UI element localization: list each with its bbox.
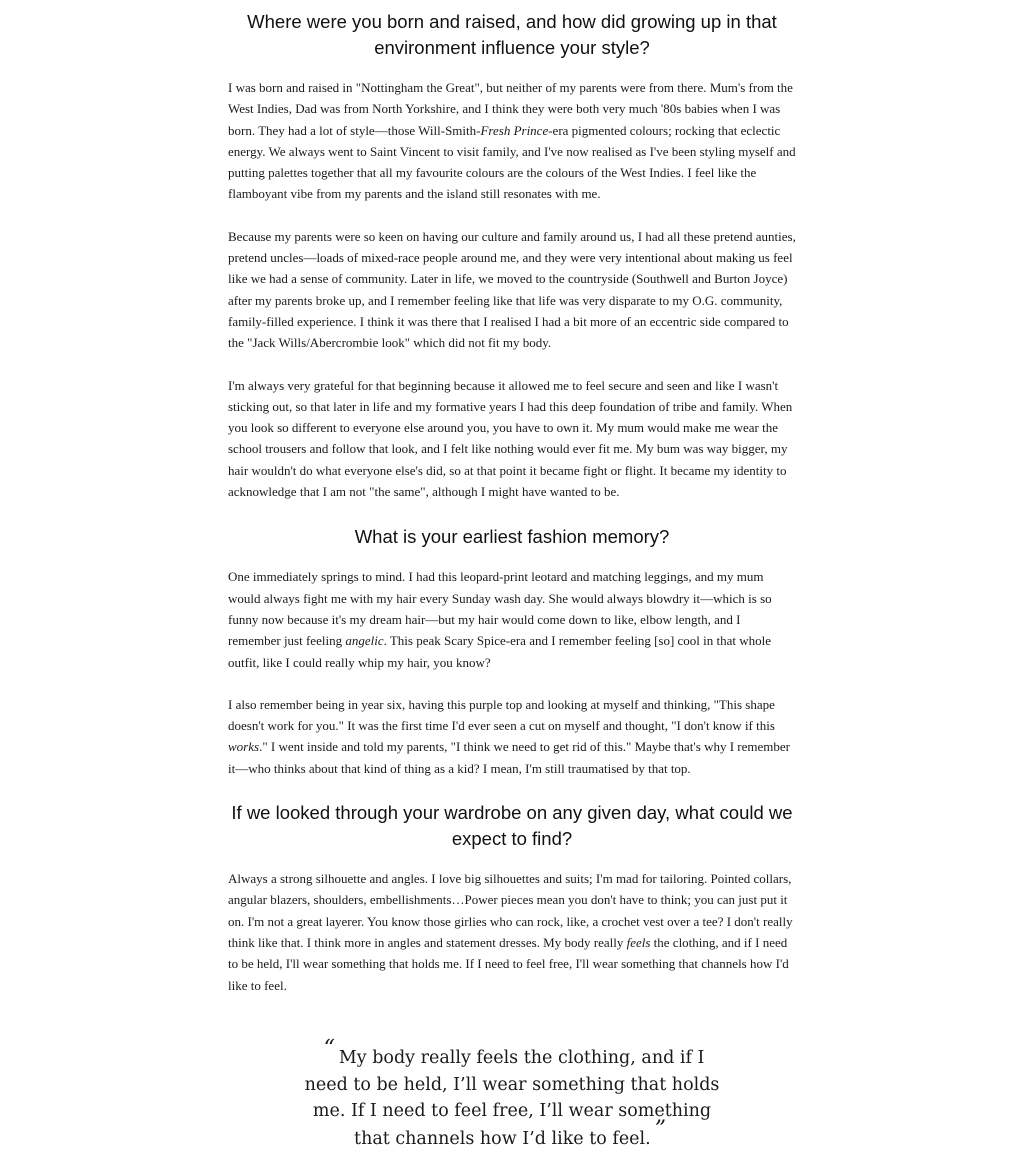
answer-paragraph-5-text-b: ." I went inside and told my parents, "I think we need to get rid of this." Maybe that's why I remember it—who thinks about that kind of thing as a kid? I mean, I'm still traumatised by that top. [228, 739, 790, 776]
answer-paragraph-2: Because my parents were so keen on having our culture and family around us, I had all these pretend aunties, pretend uncles—loads of mixed-race people around me, and they were very intentional about making us feel like we had a sense of community. Later in life, we moved to the countryside (Southwell and Burton Joyce) after my parents broke up, and I remember feeling like that life was very disparate to my O.G. community, family-filled experience. I think it was there that I realised I had a bit more of an eccentric side compared to the "Jack Wills/Abercrombie look" which did not fit my body. [228, 228, 796, 351]
answer-paragraph-1-emphasis: Fresh Prince [480, 122, 549, 138]
open-quote-mark: “ [323, 1036, 335, 1061]
answer-paragraph-4 [228, 566, 796, 672]
answer-paragraph-6-emphasis: feels [626, 934, 651, 950]
answer-paragraph-5-text-a: I also remember being in year six, having this purple top and looking at myself and thinking, "This shape doesn't work for you." It was the first time I'd ever seen a cut on myself and thought, "I don't know if this [228, 696, 775, 734]
answer-paragraph-1-text-b: -era pigmented colours; rocking that eclectic energy. We always went to Saint Vincent to visit family, and I've now realised as I've been styling myself and putting palettes together that all my favourite colours are the colours of the West Indies. I feel like the flamboyant vibe from my parents and the island still resonates with me. [228, 122, 796, 202]
answer-paragraph-6-text-a: Always a strong silhouette and angles. I love big silhouettes and suits; I'm mad for tailoring. Pointed collars, angular blazers, shoulders, embellishments…Power pieces mean you don't have to think; you can just put it on. I'm not a great layerer. You know those girlies who can rock, like, a crochet vest over a tee? I don't really think like that. I think more in angles and statement dresses. My body really [228, 871, 793, 950]
question-heading-born-raised: Where were you born and raised, and how did growing up in that environment influence your style? [247, 11, 777, 58]
answer-paragraph-5-emphasis: works [228, 739, 260, 755]
answer-paragraph-4-text-a: One immediately springs to mind. I had this leopard-print leotard and matching leggings, and my mum would always fight me with my hair every Sunday wash day. She would always blowdry it—which is so funny now because it's my dream hair—but my hair would come down to like, elbow length, and I remember just feeling [228, 569, 772, 649]
question-heading-earliest-memory: What is your earliest fashion memory? [354, 526, 670, 548]
answer-paragraph-4-emphasis: angelic [345, 633, 384, 649]
answer-paragraph-1 [228, 77, 796, 205]
answer-paragraph-6-text-b: the clothing, and if I need to be held, I'll wear something that holds me. If I need to feel free, I'll wear something that channels how I'd like to feel. [228, 934, 789, 993]
close-quote-mark: ” [654, 1116, 666, 1142]
pull-quote [296, 1036, 728, 1152]
answer-paragraph-4-text-b: . This peak Scary Spice-era and I remember feeling [so] cool in that whole outfit, like I could really whip my hair, you know? [228, 633, 772, 670]
answer-paragraph-5 [228, 694, 796, 779]
question-heading-wardrobe: If we looked through your wardrobe on any given day, what could we expect to find? [231, 802, 793, 850]
pull-quote-text: My body really feels the clothing, and if I need to be held, I’ll wear something that holds me. If I need to feel free, I’ll wear something that channels how I’d like to feel. [304, 1048, 720, 1149]
answer-paragraph-3: I'm always very grateful for that beginning because it allowed me to feel secure and seen and like I wasn't sticking out, so that later in life and my formative years I had this deep foundation of tribe and family. When you look so different to everyone else around you, you have to own it. My mum would make me wear the school trousers and follow that look, and I felt like nothing would ever fit me. My bum was way bigger, my hair wouldn't do what everyone else's did, so at that point it became fight or flight. It became my identity to acknowledge that I am not "the same", although I might have wanted to be. [228, 377, 793, 500]
answer-paragraph-1-text-a: I was born and raised in "Nottingham the Great", but neither of my parents were from there. Mum's from the West Indies, Dad was from North Yorkshire, and I think they were both very much '80s babies when I was born. They had a lot of style—those Will-Smith- [228, 80, 793, 138]
article-body [228, 0, 796, 996]
answer-paragraph-6 [228, 868, 796, 996]
